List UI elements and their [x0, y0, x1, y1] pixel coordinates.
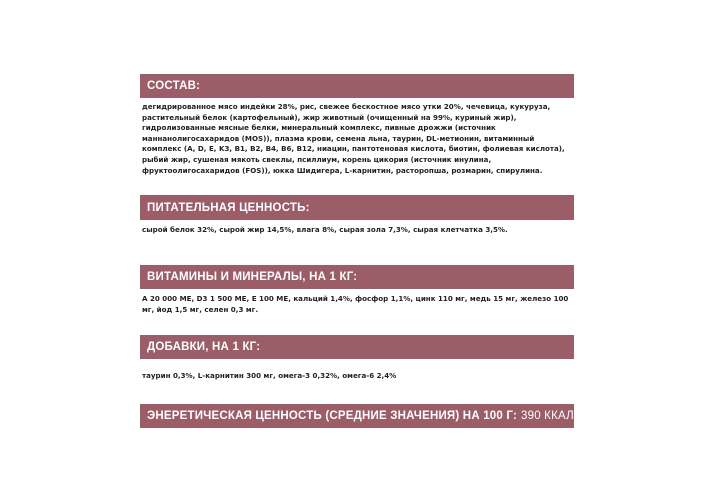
vitamins-text: А 20 000 МЕ, D3 1 500 МЕ, Е 100 МЕ, кальций 1,4%, фосфор 1,1%, цинк 110 мг, медь 15 мг, железо 100 мг, йод 1,5 мг, селен 0,3 мг.: [142, 294, 569, 314]
section-title-composition: СОСТАВ:: [147, 80, 201, 92]
additives-text: таурин 0,3%, L-карнитин 300 мг, омега-3 0,32%, омега-6 2,4%: [142, 371, 397, 380]
section-header-additives: [140, 335, 574, 359]
energy-value: 390 ККАЛ.: [521, 410, 578, 422]
section-header-vitamins: [140, 265, 574, 289]
section-header-energy: [140, 404, 578, 428]
section-title-nutrition: ПИТАТЕЛЬНАЯ ЦЕННОСТЬ:: [147, 201, 310, 214]
section-header-composition: [140, 74, 574, 98]
composition-text: дегидрированное мясо индейки 28%, рис, свежее бескостное мясо утки 20%, чечевица, кукуруза, растительный белок (картофельный), жир животный (очищенный на 99%, куриный жир), гидролизованные мясные белки, минеральный комплекс, пивные дрожжи (источник маннанолигосахаридов (MOS)), плазма крови, семена льна, таурин, DL-метионин, витаминный комплекс (A, D, E, K3, B1, B2, B4, B6, B12, ниацин, пантотеновая кислота, биотин, фолиевая кислота), рыбий жир, сушеная мякоть свеклы, псиллиум, корень цикория (источник инулина, фруктоолигосахаридов (FOS)), юкка Шидигера, L-карнитин, расторопша, розмарин, спирулина.: [142, 102, 565, 175]
section-title-additives: ДОБАВКИ, НА 1 КГ:: [147, 341, 261, 353]
section-title-energy: ЭНЕРЕТИЧЕСКАЯ ЦЕННОСТЬ (СРЕДНИЕ ЗНАЧЕНИЯ) НА 100 Г:: [147, 410, 517, 422]
section-title-vitamins: ВИТАМИНЫ И МИНЕРАЛЫ, НА 1 КГ:: [147, 271, 358, 283]
nutrition-text: сырой белок 32%, сырой жир 14,5%, влага 8%, сырая зола 7,3%, сырая клетчатка 3,5%.: [142, 225, 508, 234]
section-header-nutrition: [140, 195, 574, 220]
